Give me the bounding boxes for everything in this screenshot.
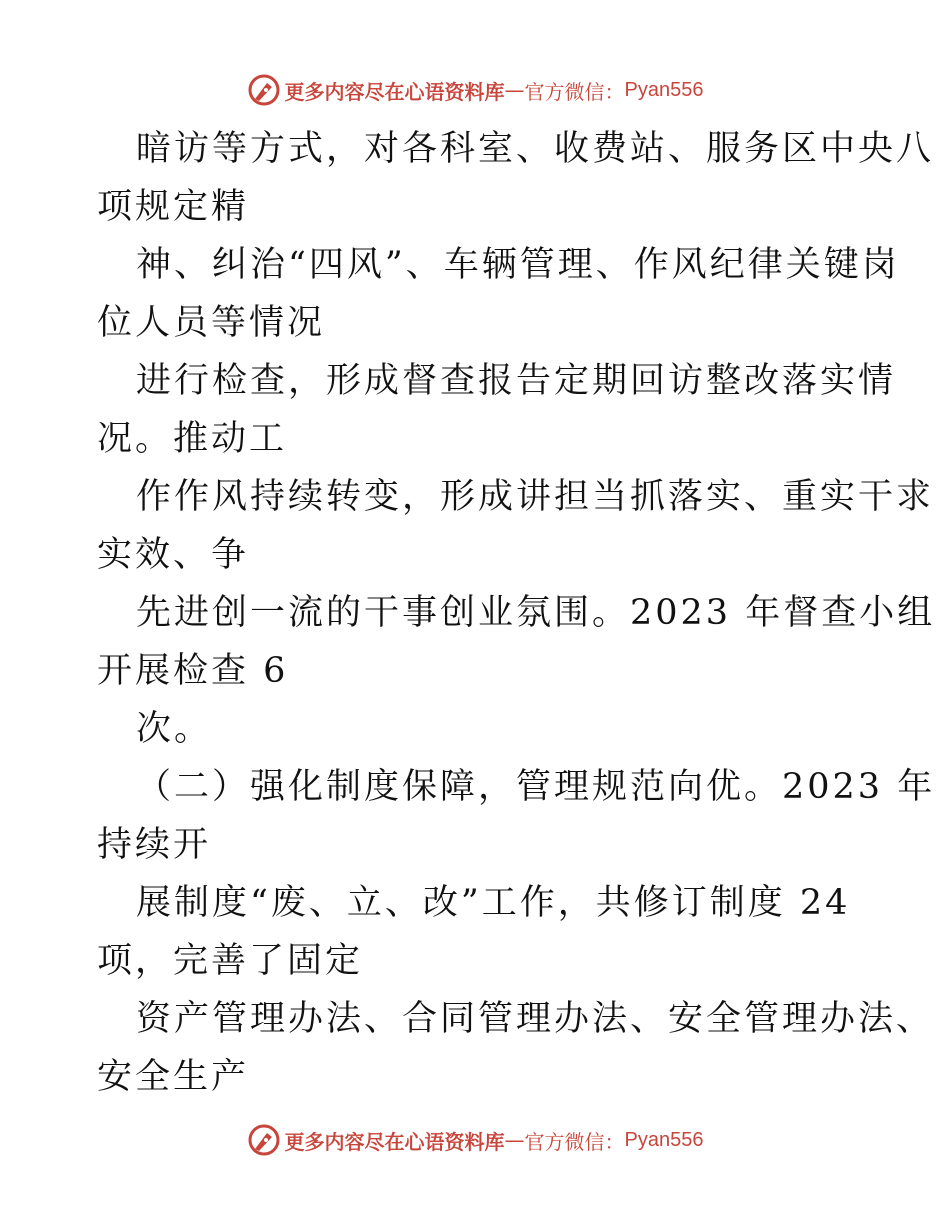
- header-banner: [0, 70, 950, 110]
- paragraph-line: 安全生产: [97, 1057, 250, 1097]
- paragraph-line: 项规定精: [97, 187, 250, 227]
- paragraph-line: 展制度“废、立、改”工作，共修订制度 24: [136, 883, 851, 923]
- paragraph-line: 资产管理办法、合同管理办法、安全管理办法、: [136, 999, 935, 1039]
- footer-wechat-id: Pyan556: [624, 1128, 704, 1151]
- paragraph-line: 先进创一流的干事创业氛围。2023 年督查小组: [136, 593, 936, 633]
- paragraph-line: 开展检查 6: [97, 651, 289, 691]
- paragraph-line: 神、纠治“四风”、车辆管理、作风纪律关键岗: [136, 245, 900, 285]
- footer-banner: [0, 1120, 950, 1160]
- header-wechat-label: 官方微信：: [524, 79, 625, 104]
- paragraph-line: 项，完善了固定: [97, 941, 364, 981]
- section-heading-line: （二）强化制度保障，管理规范向优。2023 年: [136, 767, 936, 807]
- paragraph-line: 况。推动工: [97, 419, 288, 459]
- paragraph-line: 持续开: [97, 825, 212, 865]
- paragraph-line: 作作风持续转变，形成讲担当抓落实、重实干求: [136, 477, 935, 517]
- paragraph-line: 暗访等方式，对各科室、收费站、服务区中央八: [136, 129, 935, 169]
- header-wechat-id: Pyan556: [624, 78, 704, 101]
- footer-brand: 更多内容尽在心语资料库: [284, 1129, 505, 1154]
- header-separator: —: [504, 78, 525, 102]
- pen-nib-logo-icon: [247, 73, 281, 107]
- paragraph-line: 实效、争: [97, 535, 250, 575]
- footer-wechat-label: 官方微信：: [524, 1129, 625, 1154]
- pen-nib-logo-icon: [247, 1123, 281, 1157]
- footer-separator: —: [504, 1128, 525, 1152]
- header-brand: 更多内容尽在心语资料库: [284, 79, 505, 104]
- paragraph-line: 进行检查，形成督查报告定期回访整改落实情: [136, 361, 897, 401]
- paragraph-line: 次。: [136, 709, 213, 749]
- paragraph-line: 位人员等情况: [97, 303, 326, 343]
